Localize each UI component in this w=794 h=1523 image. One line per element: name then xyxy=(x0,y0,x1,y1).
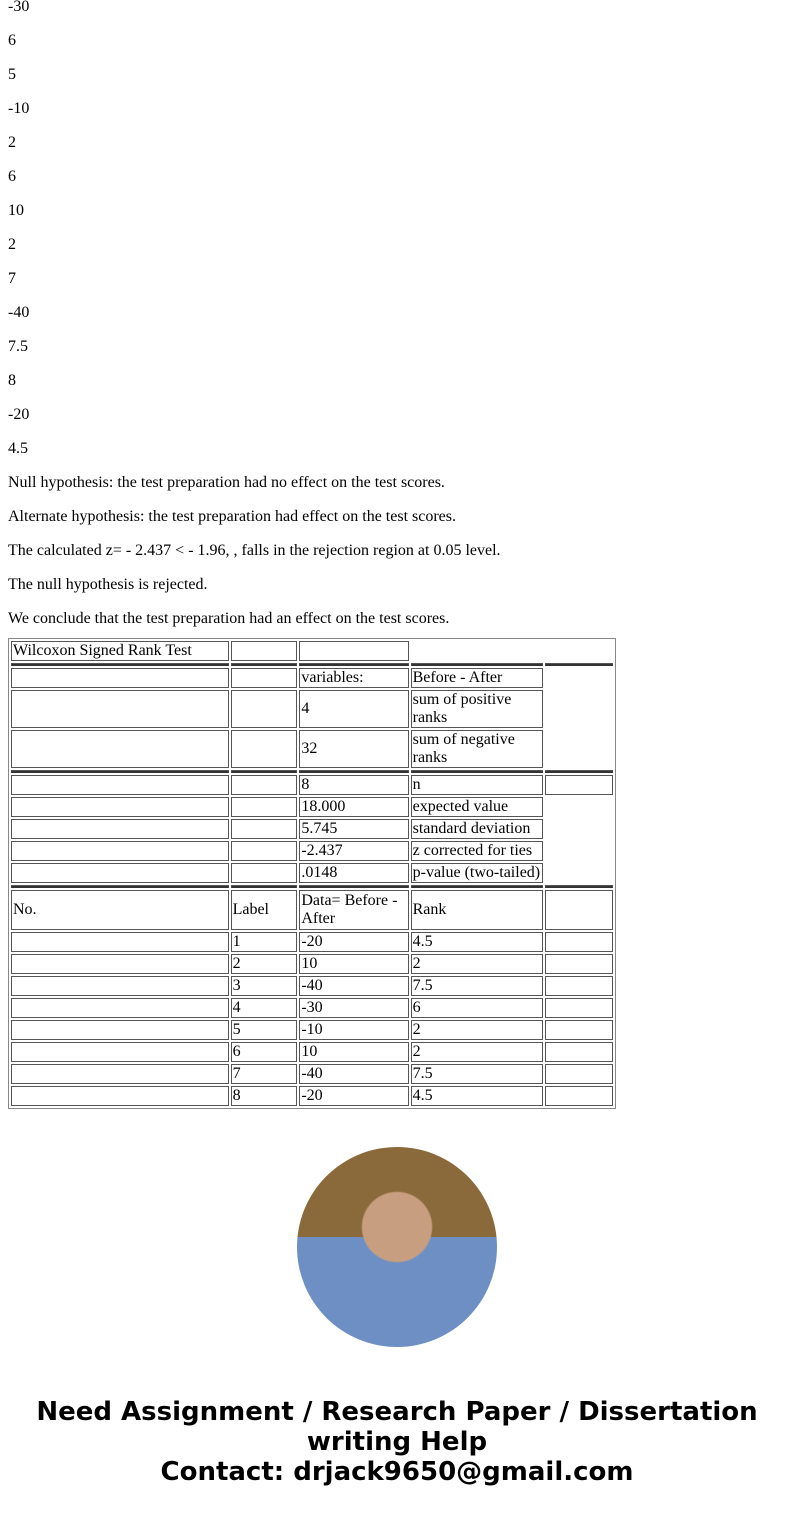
value-item: -30 xyxy=(8,0,30,15)
table-row xyxy=(11,998,613,1018)
stat-row xyxy=(11,797,613,817)
cell xyxy=(11,775,229,795)
cell xyxy=(11,730,229,768)
row-data: 10 xyxy=(299,1042,408,1062)
cell xyxy=(11,797,229,817)
sep xyxy=(231,885,298,888)
cell xyxy=(545,932,613,952)
cell xyxy=(11,1086,229,1106)
separator xyxy=(299,663,408,666)
paragraph: Null hypothesis: the test preparation had no effect on the test scores. xyxy=(8,474,445,491)
sep xyxy=(545,885,613,888)
table-row xyxy=(11,976,613,996)
paragraph: The calculated z= - 2.437 < - 1.96, , falls in the rejection region at 0.05 level. xyxy=(8,542,501,559)
cell xyxy=(545,1064,613,1084)
table-row xyxy=(11,1064,613,1084)
cell xyxy=(545,730,613,768)
cell xyxy=(545,819,613,839)
row-data: -10 xyxy=(299,1020,408,1040)
header-label: Label xyxy=(231,890,298,930)
stat-value: -2.437 xyxy=(299,841,408,861)
value-item: -10 xyxy=(8,100,30,117)
cell xyxy=(11,841,229,861)
table-row xyxy=(11,1042,613,1062)
cell xyxy=(231,863,298,883)
cell xyxy=(411,641,544,661)
cell xyxy=(231,797,298,817)
separator xyxy=(545,770,613,773)
value-item: 8 xyxy=(8,372,16,389)
row-label: 7 xyxy=(231,1064,298,1084)
cell xyxy=(545,641,613,661)
cell xyxy=(545,976,613,996)
value-item: 6 xyxy=(8,168,16,185)
cell xyxy=(545,890,613,930)
sep xyxy=(11,885,229,888)
table-row xyxy=(11,1086,613,1106)
footer-banner xyxy=(8,1397,786,1487)
cell xyxy=(231,730,298,768)
header-rank: Rank xyxy=(411,890,544,930)
stat-label: n xyxy=(411,775,544,795)
stat-label: sum of positive ranks xyxy=(411,690,544,728)
separator xyxy=(11,663,229,666)
conclusion-paragraphs xyxy=(8,474,786,644)
stat-row xyxy=(11,668,613,688)
row-rank: 4.5 xyxy=(411,932,544,952)
header-no: No. xyxy=(11,890,229,930)
stat-label: sum of negative ranks xyxy=(411,730,544,768)
stat-value: 18.000 xyxy=(299,797,408,817)
cell xyxy=(231,690,298,728)
cell xyxy=(545,954,613,974)
row-rank: 7.5 xyxy=(411,976,544,996)
stat-row xyxy=(11,819,613,839)
paragraph: The null hypothesis is rejected. xyxy=(8,576,208,593)
cell xyxy=(11,668,229,688)
header-data: Data= Before - After xyxy=(299,890,408,930)
cell xyxy=(231,641,298,661)
cell xyxy=(545,797,613,817)
cell xyxy=(545,998,613,1018)
stat-label: standard deviation xyxy=(411,819,544,839)
cell xyxy=(231,841,298,861)
cell xyxy=(545,775,613,795)
cell xyxy=(11,976,229,996)
value-item: -20 xyxy=(8,406,30,423)
stat-value: 32 xyxy=(299,730,408,768)
stat-label: p-value (two-tailed) xyxy=(411,863,544,883)
separator xyxy=(411,663,544,666)
table-title: Wilcoxon Signed Rank Test xyxy=(11,641,229,661)
footer-line-1: Need Assignment / Research Paper / Dissertation writing Help xyxy=(36,1397,758,1457)
value-item: 5 xyxy=(8,66,16,83)
stat-row xyxy=(11,690,613,728)
cell xyxy=(11,1020,229,1040)
row-label: 6 xyxy=(231,1042,298,1062)
separator xyxy=(231,663,298,666)
footer-line-2: Contact: drjack9650@gmail.com xyxy=(160,1457,634,1487)
cell xyxy=(545,1086,613,1106)
value-item: 7 xyxy=(8,270,16,287)
cell xyxy=(11,1064,229,1084)
row-data: -40 xyxy=(299,976,408,996)
value-item: 10 xyxy=(8,202,24,219)
row-data: -30 xyxy=(299,998,408,1018)
cell xyxy=(11,932,229,952)
cell xyxy=(11,690,229,728)
separator xyxy=(231,770,298,773)
value-item: 4.5 xyxy=(8,440,28,457)
paragraph: We conclude that the test preparation had an effect on the test scores. xyxy=(8,610,450,627)
separator xyxy=(11,770,229,773)
separator xyxy=(545,663,613,666)
cell xyxy=(11,819,229,839)
stat-row xyxy=(11,775,613,795)
stat-row xyxy=(11,730,613,768)
row-rank: 2 xyxy=(411,954,544,974)
cell xyxy=(545,863,613,883)
stat-row xyxy=(11,863,613,883)
row-rank: 2 xyxy=(411,1020,544,1040)
stat-label: expected value xyxy=(411,797,544,817)
value-item: 7.5 xyxy=(8,338,28,355)
value-item: 2 xyxy=(8,134,16,151)
cell xyxy=(545,1042,613,1062)
value-item: 2 xyxy=(8,236,16,253)
row-label: 1 xyxy=(231,932,298,952)
separator xyxy=(299,770,408,773)
row-data: -20 xyxy=(299,1086,408,1106)
stat-value: variables: xyxy=(299,668,408,688)
table-row xyxy=(11,1020,613,1040)
row-rank: 4.5 xyxy=(411,1086,544,1106)
cell xyxy=(545,668,613,688)
stat-value: 8 xyxy=(299,775,408,795)
paragraph: Alternate hypothesis: the test preparation had effect on the test scores. xyxy=(8,508,456,525)
stat-row xyxy=(11,841,613,861)
row-data: -40 xyxy=(299,1064,408,1084)
row-label: 8 xyxy=(231,1086,298,1106)
cell xyxy=(545,690,613,728)
row-rank: 7.5 xyxy=(411,1064,544,1084)
row-label: 4 xyxy=(231,998,298,1018)
separator xyxy=(411,770,544,773)
cell xyxy=(11,1042,229,1062)
stat-label: z corrected for ties xyxy=(411,841,544,861)
table-row xyxy=(11,954,613,974)
cell xyxy=(545,841,613,861)
table-row xyxy=(11,932,613,952)
row-label: 5 xyxy=(231,1020,298,1040)
value-list xyxy=(8,0,786,474)
cell xyxy=(545,1020,613,1040)
stat-value: 5.745 xyxy=(299,819,408,839)
cell xyxy=(11,998,229,1018)
stat-value: .0148 xyxy=(299,863,408,883)
sep xyxy=(299,885,408,888)
cell xyxy=(11,954,229,974)
row-label: 2 xyxy=(231,954,298,974)
row-label: 3 xyxy=(231,976,298,996)
stat-label: Before - After xyxy=(411,668,544,688)
row-rank: 6 xyxy=(411,998,544,1018)
row-data: -20 xyxy=(299,932,408,952)
value-item: 6 xyxy=(8,32,16,49)
cell xyxy=(11,863,229,883)
cell xyxy=(231,819,298,839)
value-item: -40 xyxy=(8,304,30,321)
row-rank: 2 xyxy=(411,1042,544,1062)
cell xyxy=(231,668,298,688)
stat-value: 4 xyxy=(299,690,408,728)
sep xyxy=(411,885,544,888)
author-photo xyxy=(297,1147,497,1347)
cell xyxy=(231,775,298,795)
wilcoxon-table xyxy=(8,638,616,1109)
row-data: 10 xyxy=(299,954,408,974)
cell xyxy=(299,641,408,661)
